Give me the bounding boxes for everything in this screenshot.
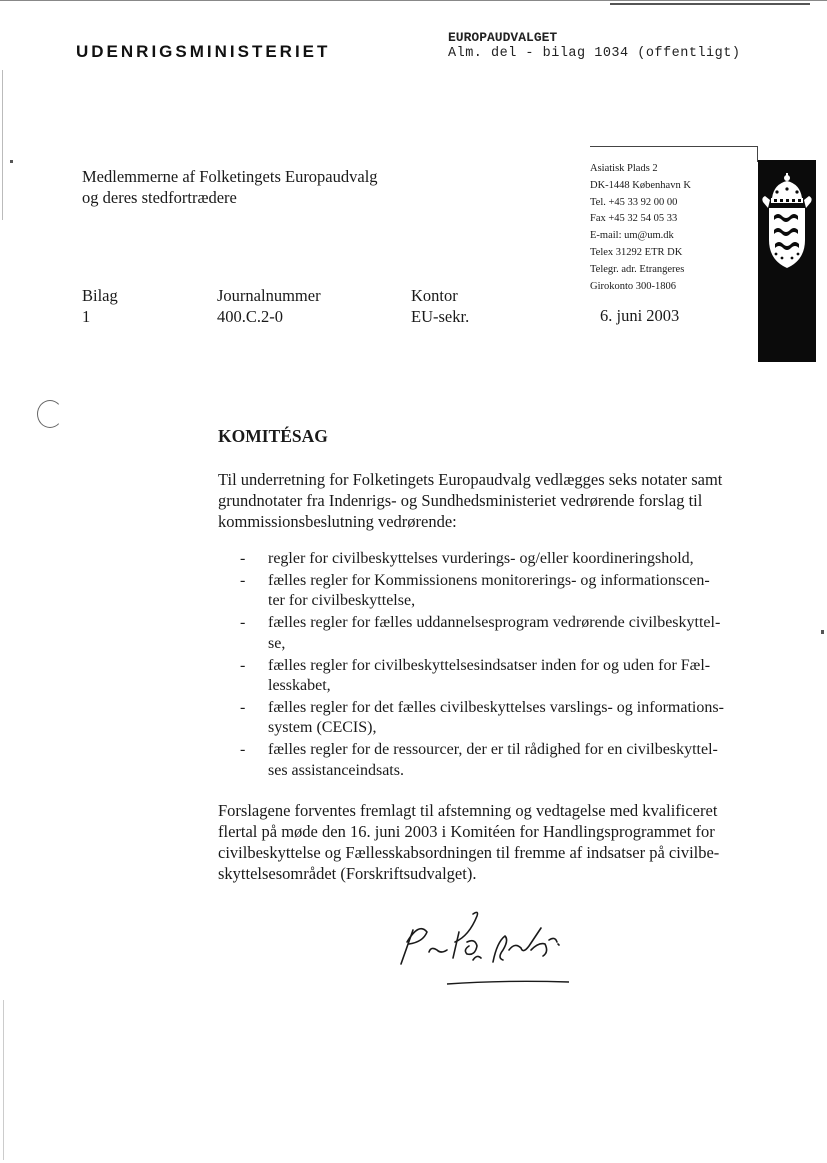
- list-item-line: ter for civilbeskyttelse,: [268, 592, 416, 610]
- bullet-dash: -: [240, 698, 246, 716]
- letter-heading: KOMITÉSAG: [218, 426, 328, 446]
- journal-label: Journalnummer: [217, 286, 321, 305]
- address-line: Girokonto 300-1806: [590, 280, 677, 292]
- intro-line: grundnotater fra Indenrigs- og Sundhedsministeriet vedrørende forslag til: [218, 491, 703, 510]
- address-block: [590, 161, 691, 295]
- bullet-dash: -: [240, 741, 246, 759]
- letter-date: 6. juni 2003: [600, 306, 680, 325]
- address-line: Tel. +45 33 92 00 00: [590, 196, 678, 208]
- intro-line: kommissionsbeslutning vedrørende:: [218, 512, 457, 531]
- intro-paragraph: [218, 469, 763, 532]
- recipient-block: [82, 166, 378, 208]
- scan-margin-line: [3, 1000, 4, 1160]
- address-rule: [590, 146, 758, 147]
- kontor-value: EU-sekr.: [411, 307, 470, 326]
- ministry-name: UDENRIGSMINISTERIET: [76, 42, 331, 61]
- kontor-label: Kontor: [411, 286, 458, 305]
- closing-paragraph: [218, 800, 763, 884]
- recipient-line: og deres stedfortrædere: [82, 188, 237, 207]
- journal-column: [217, 285, 321, 327]
- bullet-dash: -: [240, 571, 246, 589]
- list-item: [240, 740, 765, 781]
- address-line: Telex 31292 ETR DK: [590, 246, 683, 258]
- scan-edge-top-right: [610, 3, 810, 5]
- address-line: Asiatisk Plads 2: [590, 163, 658, 174]
- list-item-line: ses assistanceindsats.: [268, 761, 404, 779]
- bilag-value: 1: [82, 307, 91, 326]
- list-item-line: lesskabet,: [268, 676, 331, 694]
- address-line: DK-1448 København K: [590, 179, 691, 191]
- list-item-line: fælles regler for det fælles civilbeskyttelses varslings- og informations-: [268, 698, 724, 716]
- list-item-line: fælles regler for de ressourcer, der er til rådighed for en civilbeskyttel-: [268, 741, 718, 759]
- scan-edge-top: [0, 0, 827, 1]
- closing-line: skyttelsesområdet (Forskriftsudvalget).: [218, 864, 477, 883]
- scan-dot: [10, 160, 13, 163]
- handwritten-signature: [393, 902, 633, 992]
- list-item: [240, 613, 765, 654]
- royal-crest-icon: [760, 168, 814, 280]
- recipient-line: Medlemmerne af Folketingets Europaudvalg: [82, 167, 378, 186]
- intro-line: Til underretning for Folketingets Europaudvalg vedlægges seks notater samt: [218, 470, 723, 489]
- list-item-line: system (CECIS),: [268, 719, 377, 737]
- list-item-line: fælles regler for Kommissionens monitorerings- og informationscen-: [268, 571, 710, 589]
- journal-value: 400.C.2-0: [217, 307, 283, 326]
- bullet-dash: -: [240, 550, 246, 567]
- list-item-line: se,: [268, 634, 286, 652]
- scan-margin-line: [2, 70, 3, 220]
- closing-line: civilbeskyttelse og Fællesskabsordningen til fremme af indsatser på civilbe-: [218, 843, 720, 862]
- address-line: Telegr. adr. Etrangeres: [590, 263, 685, 275]
- list-item: [240, 571, 765, 612]
- committee-stamp: [448, 30, 740, 61]
- address-line: E-mail: um@um.dk: [590, 230, 674, 242]
- list-item: [240, 549, 765, 569]
- bullet-dash: -: [240, 614, 246, 632]
- kontor-column: [411, 285, 469, 327]
- closing-line: Forslagene forventes fremlagt til afstemning og vedtagelse med kvalificeret: [218, 801, 718, 820]
- list-item-line: regler for civilbeskyttelses vurderings- og/eller koordineringshold,: [268, 550, 694, 567]
- bilag-label: Bilag: [82, 286, 118, 305]
- list-item-line: fælles regler for civilbeskyttelsesindsatser inden for og uden for Fæl-: [268, 656, 711, 674]
- proposal-list: [240, 549, 765, 782]
- list-item: [240, 698, 765, 739]
- bullet-dash: -: [240, 656, 246, 674]
- stamp-committee: EUROPAUDVALGET: [448, 30, 558, 45]
- list-item-line: fælles regler for fælles uddannelsesprogram vedrørende civilbeskyttel-: [268, 614, 721, 632]
- address-line: Fax +45 32 54 05 33: [590, 213, 678, 225]
- list-item: [240, 656, 765, 697]
- scan-dot: [821, 630, 824, 634]
- punch-hole: [37, 400, 63, 428]
- bilag-column: [82, 285, 118, 327]
- closing-line: flertal på møde den 16. juni 2003 i Komitéen for Handlingsprogrammet for: [218, 822, 715, 841]
- stamp-reference: Alm. del - bilag 1034 (offentligt): [448, 46, 741, 61]
